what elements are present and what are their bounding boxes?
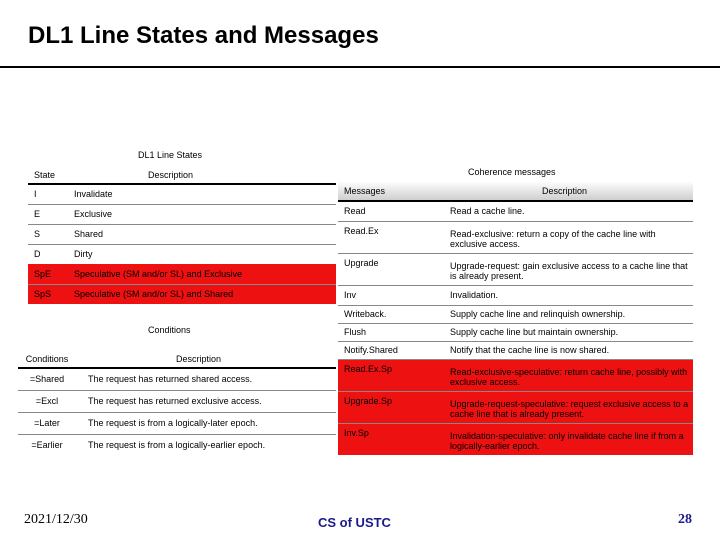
table-row — [28, 184, 336, 204]
state-description-cell: Speculative (SM and/or SL) and Shared — [68, 284, 336, 304]
message-cell: Upgrade — [338, 253, 442, 285]
conditions-title: Conditions — [148, 325, 191, 335]
table-row — [28, 244, 336, 264]
message-cell: Notify.Shared — [338, 341, 442, 359]
state-description-cell: Shared — [68, 224, 336, 244]
messages-header-description: Description — [442, 181, 693, 201]
message-description-cell: Read a cache line. — [442, 201, 693, 221]
table-row — [28, 204, 336, 224]
message-description-cell: Notify that the cache line is now shared. — [442, 341, 693, 359]
table-row — [338, 285, 693, 305]
state-description-cell: Speculative (SM and/or SL) and Exclusive — [68, 264, 336, 284]
message-cell: Flush — [338, 323, 442, 341]
table-row — [18, 390, 336, 412]
table-row — [338, 305, 693, 323]
table-row — [18, 412, 336, 434]
message-description-cell: Invalidation. — [442, 285, 693, 305]
table-row — [338, 201, 693, 221]
conditions-header-condition: Conditions — [18, 350, 76, 368]
message-cell: Upgrade.Sp — [338, 391, 442, 423]
table-row — [338, 359, 693, 391]
state-cell: I — [28, 184, 68, 204]
footer-date: 2021/12/30 — [24, 512, 88, 527]
table-row — [338, 341, 693, 359]
line-states-table — [28, 166, 336, 304]
slide-title: DL1 Line States and Messages — [28, 22, 379, 49]
message-cell: Read.Ex.Sp — [338, 359, 442, 391]
message-cell: Writeback. — [338, 305, 442, 323]
messages-header-message: Messages — [338, 181, 442, 201]
condition-cell: =Excl — [18, 390, 76, 412]
table-row — [28, 264, 336, 284]
state-description-cell: Invalidate — [68, 184, 336, 204]
condition-description-cell: The request has returned shared access. — [76, 368, 336, 390]
state-cell: S — [28, 224, 68, 244]
conditions-header-description: Description — [76, 350, 336, 368]
state-description-cell: Exclusive — [68, 204, 336, 224]
state-cell: SpE — [28, 264, 68, 284]
table-row — [338, 423, 693, 455]
title-divider — [0, 66, 720, 68]
message-cell: Inv — [338, 285, 442, 305]
message-description-cell: Supply cache line but maintain ownership. — [442, 323, 693, 341]
table-row — [338, 253, 693, 285]
message-description-cell: Upgrade-request: gain exclusive access to a cache line that is already present. — [442, 253, 693, 285]
coherence-messages-table — [338, 181, 693, 455]
condition-cell: =Shared — [18, 368, 76, 390]
message-cell: Inv.Sp — [338, 423, 442, 455]
line-states-title: DL1 Line States — [138, 150, 203, 160]
condition-description-cell: The request is from a logically-earlier epoch. — [88, 440, 266, 451]
message-description-cell: Supply cache line and relinquish ownership. — [442, 305, 693, 323]
table-row — [338, 391, 693, 423]
message-cell: Read.Ex — [338, 221, 442, 253]
table-row — [18, 434, 336, 456]
table-row — [28, 284, 336, 304]
message-cell: Read — [338, 201, 442, 221]
message-description-cell: Upgrade-request-speculative: request exclusive access to a cache line that is already present. — [442, 391, 693, 423]
line-states-header-description: Description — [68, 166, 336, 184]
condition-cell: =Later — [18, 412, 76, 434]
conditions-table — [18, 350, 336, 456]
condition-description-cell: The request has returned exclusive access. — [76, 390, 336, 412]
coherence-messages-title: Coherence messages — [468, 167, 556, 177]
state-cell: E — [28, 204, 68, 224]
message-description-cell: Invalidation-speculative: only invalidate cache line if from a logically-earlier epoch. — [442, 423, 693, 455]
page-number: 28 — [678, 512, 692, 527]
message-description-cell: Read-exclusive: return a copy of the cache line with exclusive access. — [442, 221, 693, 253]
condition-description-cell: The request is from a logically-later epoch. — [76, 412, 336, 434]
footer-course-label: CS of USTC — [318, 515, 391, 530]
line-states-header-state: State — [28, 166, 68, 184]
message-description-cell: Read-exclusive-speculative: return cache line, possibly with exclusive access. — [442, 359, 693, 391]
table-row — [28, 224, 336, 244]
table-row — [338, 221, 693, 253]
table-row — [338, 323, 693, 341]
condition-cell: =Earlier — [31, 440, 63, 451]
table-row — [18, 368, 336, 390]
state-description-cell: Dirty — [74, 249, 93, 260]
state-cell: SpS — [28, 284, 68, 304]
state-cell: D — [34, 249, 41, 260]
